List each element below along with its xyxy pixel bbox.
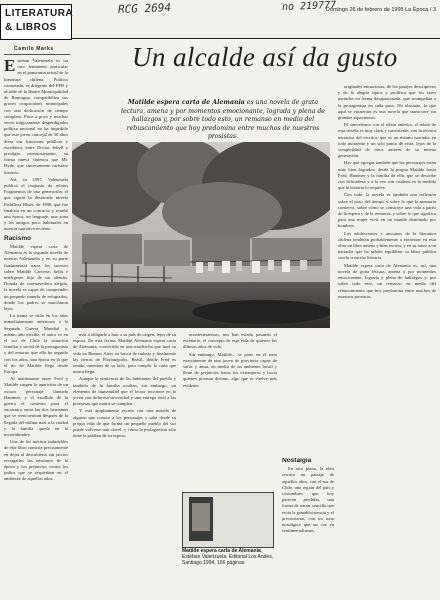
section-title-line2: & LIBROS (5, 22, 57, 33)
col1-paragraph-2: Así, en 1997, Valenzuela publicó el conjunto de relatos Fragmentos de una generación, al que siguió la destacada novela Pichiliwa Blues, de 1990, que fue finalista en un concurso y reseñó una época, un lenguaje, una zona y los amigos poco habituales en nuestra narrativa reciente. (4, 176, 68, 232)
col4-paragraph-2: El sincretismo con el relato anterior, el relato de esta novela es muy claro y consistente, con la técnica narrativa del escritor, que es un mismo narrador en todo momento y un solo punto de vista, lejos de la complejidad de otros autores de su misma generación. (338, 122, 436, 159)
book-cover-art (192, 503, 210, 531)
col3-paragraph-2: Sin embargo, Matilde... se pone en el tono exactamente de una joven de provincia capaz de sufrir y amar, en medio de un ambiente hostil y lleno de prejuicios hacia los extranjeros y hacia quienes piensan distinto, algo que se vuelve más evidente. (183, 351, 277, 388)
lead-text: es una novela de grata lectura, amena y por momentos emocionante, lograda y plena de hallazgos y, por sobre todo esto, un remanso en medio del rebuscamiento que hoy predomina entre muchos de nuestros prosistas. (121, 99, 325, 141)
nostalgia-paragraph-1: En otro plano, la obra rescata un paisaje de aquellos años, con el sur de Chile, una región del país y costumbres que hoy parecen perdidas, una forma de narrar sencilla que evita la grandilocuencia y el preciosismo, con un tono nostálgico que no cae en sentimentalismos. (282, 466, 334, 534)
byline: Camilo Marks (14, 46, 54, 52)
column-4 (338, 84, 436, 596)
column-1 (4, 58, 68, 596)
section-title-line1: LITERATURA (5, 8, 74, 19)
dateline: Domingo 26 de febrero de 1995 La Época / 3 (325, 7, 436, 13)
col2-paragraph-3: Y está ampliamente escrita con una mirada de alguien que conoce a los personajes y sabe desde su propia vida de qué forma un pequeño pueblo del sur puede volverse una cárcel, y cómo la protagonista sólo tiene la palabra de su esposo. (73, 408, 176, 439)
book-credits (182, 548, 277, 566)
col1-paragraph-4: La trama se sitúa en los años inmediatamente anteriores a la Segunda Guerra Mundial y, mismo año escribe, el autor ve en el sur de Chile la situación familiar y social de la protagonista y del entorno que ella ha seguido con los años, una época en la que el tío de Matilde llega desde Europa. (4, 313, 68, 374)
lead-paragraph (120, 99, 326, 142)
col4-paragraph-1: originales minuciosas, de los pasajes descriptivos y de la alegría típica y prolífica que los seres narrados en forma desapasionada, que acompañan a la protagonista en cada paso. No obstante, lo que aquí se encuentra es una novela que transcurre sin grandes aspavientos. (338, 84, 436, 121)
col1-paragraph-3: Matilde espera carta de Alemania es la segunda novela de nuestro Valenzuela y en su parte fundamental narra los sucesos sobre Matilde Carvene, bella e inteligente hija de un alemán. Dotada de conmovedora alegría, la novela es capaz de comprender un pequeño mundo de refugiados, donde los padres se marcharon lejos. (4, 243, 68, 311)
article-photo (72, 142, 330, 328)
archive-stamp: RCG 2694 (117, 1, 172, 16)
column-2 (73, 332, 176, 596)
book-credits-details: , Esteban Valenzuela. Editorial Los Andes, Santiago 1994, 166 páginas. (182, 548, 274, 567)
book-cover-box (182, 492, 274, 548)
section-label (0, 4, 72, 40)
col4-paragraph-3: Hay que agregar también que los personajes están muy bien logrados, desde la propia Matilde hasta Fred, Hammer y la familia de ella, que se describe con delicadeza y a la vez con crudeza en la medida que la historia lo requiere. (338, 160, 436, 191)
column-3 (183, 332, 277, 488)
nostalgia-section (282, 458, 334, 596)
book-credits-title: Matilde espera carta de Alemania (182, 548, 261, 554)
col1-paragraph-1: steban Valenzuela es un raro fenómeno particular en el panorama actual de la literatura chilena. Político connotado, es dirigente del PPD y alcalde de la Ilustre Municipalidad de Rancagua, compatibiliza sus graves ocupaciones municipales con una dedicación de tiempo completo. Poco a poco y muchas veces trágicamente desperdigados política nacional no ha impedido que este joven concejal de 30 años diera sus funciones públicas y escribiera, entre Doctor Jekyll y prestigio ostentosamente, su forma nueva siniestra que Mr. Hyde, que sinceramente carísimo literario. (4, 58, 68, 175)
col4-paragraph-5: Los adolescentes y ancianos de la literatura chilena tenderán probablemente a encontrar en esta obra un libro ameno y bien escrito, y en su autor a un narrador que ha sabido equilibrar su labor pública con la creación literaria. (338, 230, 436, 261)
book-cover-image (189, 497, 213, 541)
subheading-nostalgia: Nostalgia (282, 458, 312, 464)
col1-paragraph-6: Uno de los méritos indudables de este libro consiste precisamente en dejar al descubierto sin juicios recargados las tensiones de la época y los prejuicios contra los judíos que se respiraban en el ambiente de aquellos años. (4, 439, 68, 482)
col2-paragraph-2: Aunque la virulencia de los habitantes del pueblo y también de la familia ocultan, sin embargo, un elemento de humanidad que el lector reconoce en la joven con dolorosa sinceridad y una entrega total a las promesas que nunca se cumplen. (73, 376, 176, 407)
col4-paragraph-6: Matilde espera carta de Alemania es, así, una novela de grata lectura, amena y por momentos emocionante, lograda y plena de hallazgos y, por sobre todo esto, un remanso en medio del rebuscamiento que hoy predomina entre muchos de nuestros prosistas. (338, 262, 436, 299)
subheading-racismo: Racismo (4, 234, 32, 242)
col3-paragraph-1: acontecimientos, nos han estado pasando el escenario, el concepto de esta vida de quienes los últimos años de vida. (183, 332, 277, 350)
lead-book-title: Matilde espera carta de Alemania (127, 99, 245, 106)
header-rule (72, 38, 440, 39)
col2-paragraph-1: más a obligarle a huir a su país de origen, lejos de su esposa. De esta forma, Matilde Alemania espera carta de Alemania, convertida en una muchacha que hará su vida en Buenos Aires en busca de trabajo y finalmente las tierras de Florianópolis, Brasil, donde Fred es tenido, mientras de su lado, para cumplir la carta que nunca llega. (73, 332, 176, 375)
photo-village-scene (72, 142, 330, 328)
col1-paragraph-5: Al matrimonio entre Fred y Matilde surgen la aparición de un oscuro personaje llamado Hammer, y el estallido de la guerra el contexto para el encuentro entre las dos hermanas que se reencuentran después de la llegada del militar nazi a la ciudad y la familia queda en la incertidumbre. (4, 376, 68, 437)
col4-paragraph-4: Con todo, la novela es también una reflexión sobre el paso del tiempo y sobre lo que la memoria conserva, sobre cómo se construye una vida a partir de la espera y de la renuncia, y sobre lo que significa para una mujer vivir en un mundo dominado por hombres. (338, 192, 436, 229)
headline: Un alcalde así da gusto (132, 42, 398, 72)
archive-stamp-number: no 219777 (281, 0, 337, 13)
byline-rule (4, 54, 70, 55)
drop-cap: E (4, 58, 16, 75)
